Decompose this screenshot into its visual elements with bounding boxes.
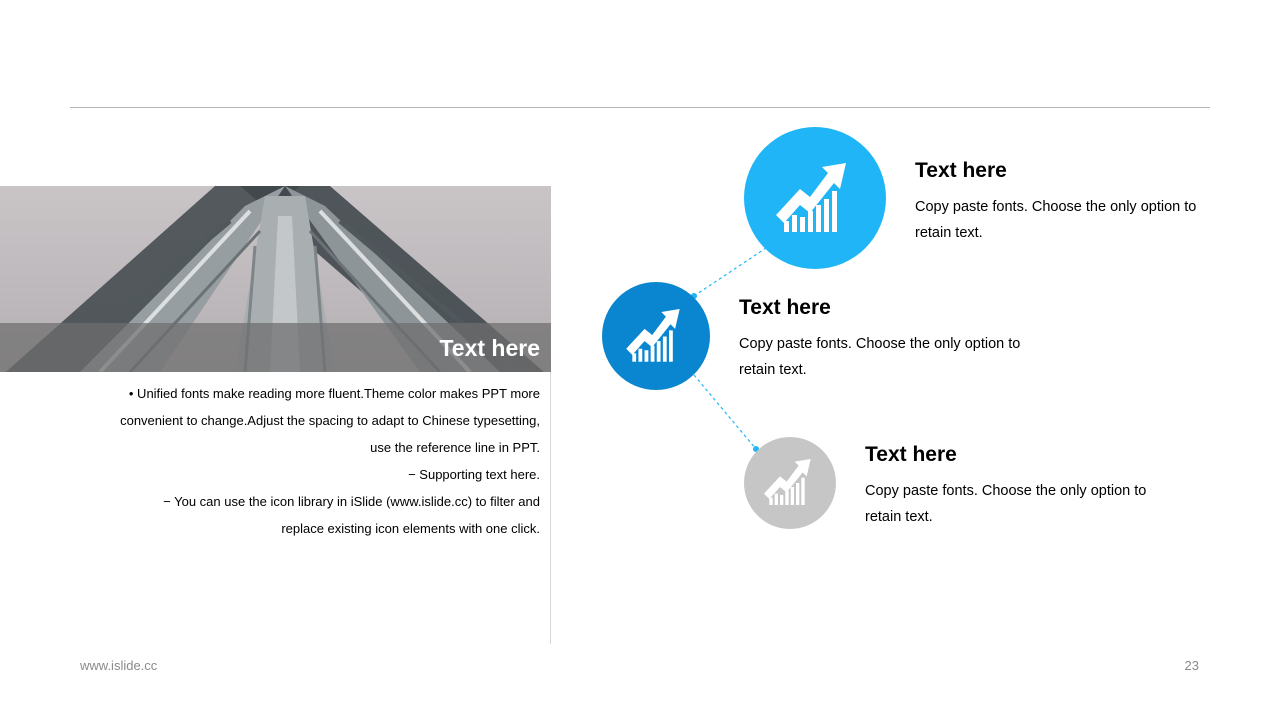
body-line: − Supporting text here. — [408, 467, 540, 482]
body-line: • Unified fonts make reading more fluent.Theme color makes PPT more — [128, 386, 540, 401]
item-title: Text here — [915, 159, 1007, 182]
footer-url[interactable]: www.islide.cc — [80, 658, 158, 673]
growth-chart-icon — [626, 309, 686, 364]
item-desc-line: retain text. — [915, 225, 983, 241]
body-line: − You can use the icon library in iSlide (www.islide.cc) to filter and — [163, 494, 540, 509]
body-line: convenient to change.Adjust the spacing to adapt to Chinese typesetting, — [120, 413, 540, 428]
item-3-text — [865, 442, 1185, 530]
photo-title: Text here — [439, 335, 540, 361]
item-desc-line: retain text. — [865, 509, 933, 525]
item-2-circle — [602, 282, 710, 390]
item-1-text — [915, 158, 1215, 246]
item-title: Text here — [739, 296, 831, 319]
item-desc-line: Copy paste fonts. Choose the only option to — [739, 336, 1021, 352]
item-desc-line: Copy paste fonts. Choose the only option to — [915, 199, 1197, 215]
growth-chart-icon — [764, 459, 816, 507]
item-2-text — [739, 295, 1059, 383]
item-title: Text here — [865, 443, 957, 466]
item-desc — [865, 478, 1185, 530]
item-1-circle — [744, 127, 886, 269]
body-line: replace existing icon elements with one click. — [281, 521, 540, 536]
item-3-circle — [744, 437, 836, 529]
item-desc — [915, 194, 1215, 246]
item-desc-line: Copy paste fonts. Choose the only option to — [865, 483, 1147, 499]
page-number: 23 — [1184, 658, 1199, 673]
item-desc — [739, 331, 1059, 383]
body-line: use the reference line in PPT. — [370, 440, 540, 455]
item-desc-line: retain text. — [739, 362, 807, 378]
growth-chart-icon — [776, 163, 854, 235]
